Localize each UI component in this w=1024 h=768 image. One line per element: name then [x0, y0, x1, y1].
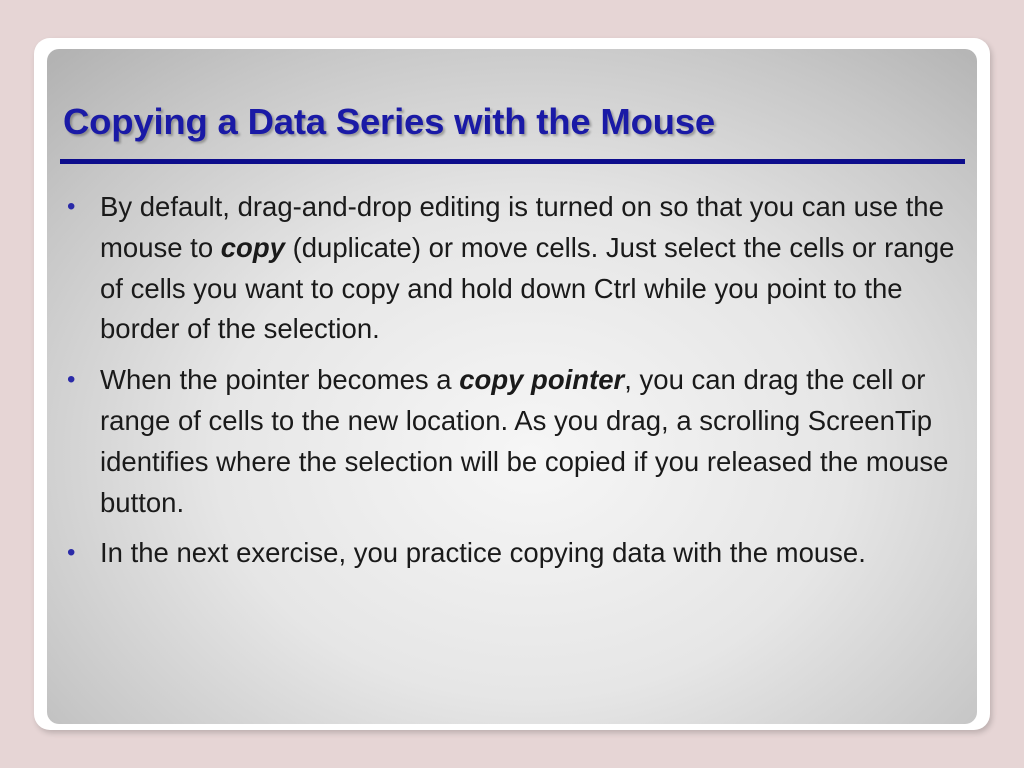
bullet-text: In the next exercise, you practice copying data with the mouse.: [100, 537, 866, 569]
title-underline: [60, 159, 965, 164]
emphasized-term: copy: [220, 231, 285, 263]
bullet-text: When the pointer becomes a: [100, 364, 460, 396]
slide-title: Copying a Data Series with the Mouse: [63, 101, 715, 142]
bullet-text: By default, drag-and-drop editing is turned on so that you can use the mouse to: [100, 191, 944, 263]
bullet-item: [67, 360, 967, 523]
bullet-dot-icon: •: [67, 539, 76, 567]
slide-frame: [34, 38, 990, 730]
slide: [47, 49, 977, 724]
bullet-item: [67, 533, 967, 574]
bullet-dot-icon: •: [67, 193, 76, 220]
emphasized-term: copy pointer: [459, 364, 625, 396]
bullet-item: [67, 187, 967, 350]
bullet-list: [67, 187, 967, 584]
bullet-text: (duplicate) or move cells. Just select the cells or range of cells you want to copy and hold down Ctrl while you point to the border of the selection.: [100, 231, 955, 345]
bullet-dot-icon: •: [67, 366, 76, 394]
bullet-text: , you can drag the cell or range of cells to the new location. As you drag, a scrolling ScreenTip identifies where the selection will be copied if you released the mouse button.: [100, 364, 949, 518]
